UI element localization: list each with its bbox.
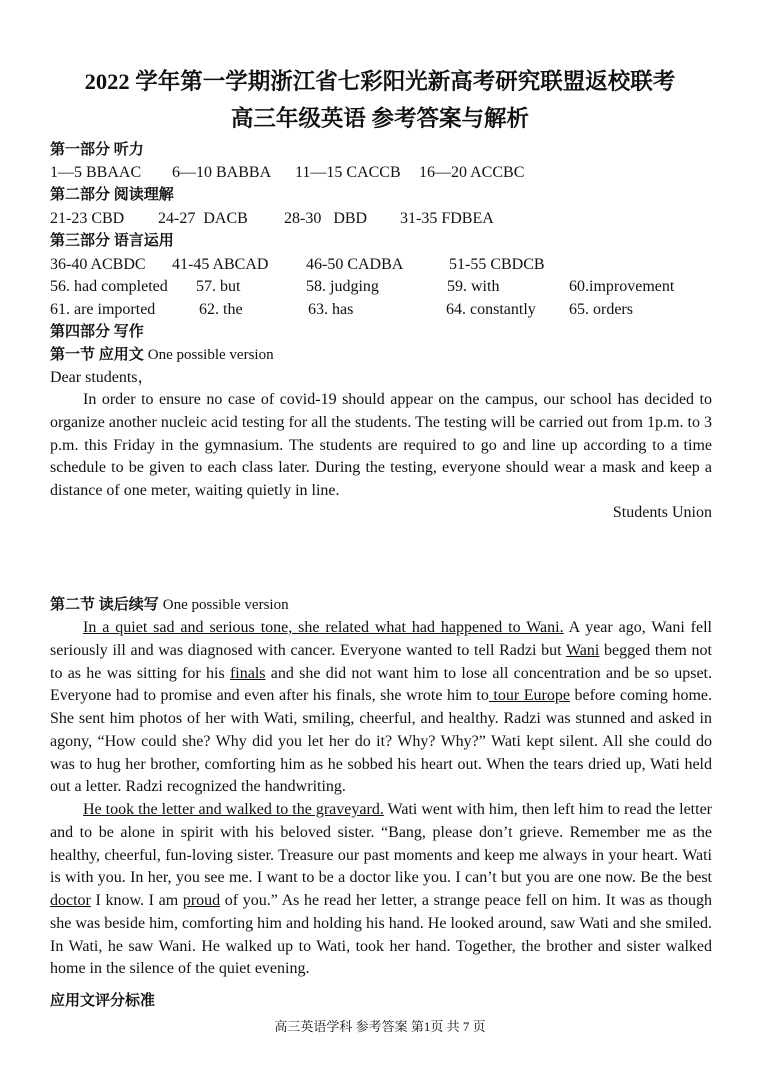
part3-answer: 63. has [308,301,354,318]
part3-answer: 64. constantly [446,301,536,318]
part3-answer: 60.improvement [569,278,675,295]
section1-heading-line [50,345,274,365]
paragraph-text: before coming home. She sent him photos of her with Wati, smiling, cheerful, and healthy. Radzi was stunned and asked in agony, “How could she? Why did you let her do it? Why? Why?” Wati kept silent. All she could do was to hug her brother, comforting him as he sobbed his heart out. When the tears dried up, Wati held out a letter. Radzi recognized the handwriting. [50,687,712,796]
underlined-word: Wani [565,641,600,659]
part3-answer: 61. are imported [50,301,156,318]
part2-answer: 28-30 DBD [284,210,368,227]
scoring-heading: 应用文评分标准 [50,993,156,1009]
section2-heading-line [50,595,289,615]
section1-version: One possible version [147,347,274,363]
continuation-paragraph-1 [50,617,712,799]
underlined-opening-sentence: In a quiet sad and serious tone, she related what had happened to Wani. [83,619,564,636]
part3-heading: 第三部分 语言运用 [50,233,174,249]
part3-answer: 62. the [199,301,243,318]
part3-answer: 46-50 CADBA [306,256,404,273]
part4-heading: 第四部分 写作 [50,324,144,340]
continuation-paragraph-2 [50,799,712,981]
part3-answer: 65. orders [569,301,633,318]
underlined-word: proud [182,892,221,909]
part1-answer: 1—5 BBAAC [50,164,142,181]
part2-heading: 第二部分 阅读理解 [50,187,174,203]
part1-heading: 第一部分 听力 [50,142,144,158]
part3-answer: 36-40 ACBDC [50,256,146,273]
letter-signature: Students Union [612,504,712,521]
section1-heading: 第一节 应用文 [50,347,144,363]
page-footer: 高三英语学科 参考答案 第1页 共 7 页 [274,1019,486,1034]
part1-answer: 16—20 ACCBC [419,164,525,181]
paragraph-text: and she did not want him to lose all concentration and be so upset. Everyone had to promise and even after his finals, she wrote him to [50,664,713,705]
paragraph-text: begged them not to as he was sitting for his [50,641,713,682]
part1-answer: 11—15 CACCB [295,164,401,181]
paragraph-text: of you.” As he read her letter, a strange peace fell on him. It was as though she was beside him, comforting him and holding his hand. He looked around, saw Wati and she smiled. In Wati, he saw Wani. He walked up to Wati, took her hand. Together, the brother and sister walked home in the silence of the quiet evening. [50,892,713,978]
paragraph-text: Wati went with him, then left him to read the letter and to be alone in spirit with his beloved sister. “Bang, please don’t grieve. Remember me as the healthy, cheerful, fun-loving sister. Treasure our past moments and keep me always in your heart. Wati is with you. In her, you see me. I want to be a doctor like you. I can’t but you are one now. Be the best [50,801,713,887]
section2-version: One possible version [162,597,289,613]
paragraph-text: I know. I am [90,892,183,909]
document-title: 2022 学年第一学期浙江省七彩阳光新高考研究联盟返校联考 [84,69,676,94]
part1-answer: 6—10 BABBA [172,164,272,181]
part2-answer: 24-27 DACB [158,210,248,227]
section2-heading: 第二节 读后续写 [50,597,159,613]
underlined-opening-sentence: He took the letter and walked to the graveyard. [83,801,384,818]
part2-answer: 31-35 FDBEA [400,210,494,227]
paragraph-text: A year ago, Wani fell seriously ill and was diagnosed with cancer. Everyone wanted to tell Radzi but [50,619,712,659]
underlined-word: doctor [50,892,91,909]
part3-answer: 57. but [196,278,241,295]
part3-answer: 41-45 ABCAD [172,256,269,273]
letter-greeting: Dear students， [50,369,154,386]
document-subtitle: 高三年级英语 参考答案与解析 [230,106,530,131]
part2-answer: 21-23 CBD [50,210,125,227]
part3-answer: 56. had completed [50,278,168,295]
part3-answer: 59. with [447,278,500,295]
underlined-word: tour Europe [488,687,570,705]
underlined-word: finals [229,664,266,682]
letter-body: In order to ensure no case of covid-19 should appear on the campus, our school has decided to organize another nucleic acid testing for all the students. The testing will be carried out from 1p.m. to 3 p.m. this Friday in the gymnasium. The students are required to go and line up according to a time schedule to be given to each class later. During the testing, everyone should wear a mask and keep a distance of one meter, waiting quietly in line. [50,391,712,499]
part3-answer: 51-55 CBDCB [449,256,545,273]
part3-answer: 58. judging [306,278,379,295]
